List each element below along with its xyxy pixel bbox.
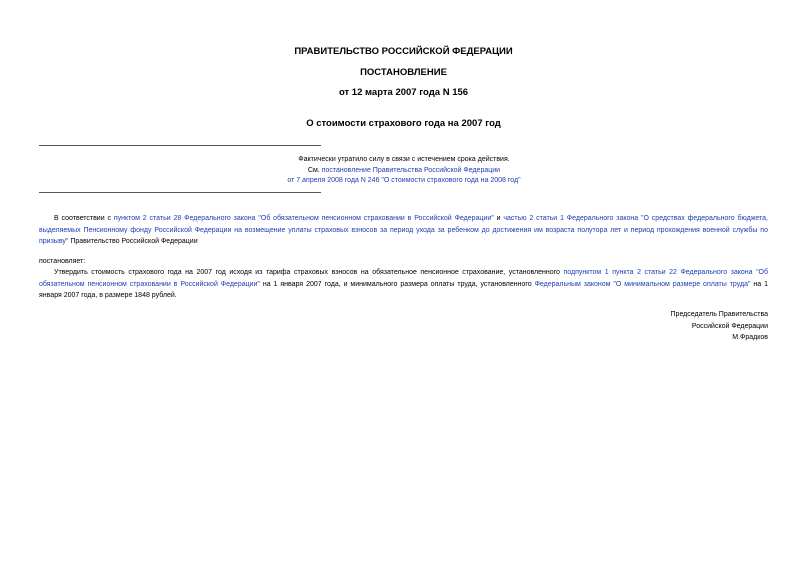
document-type: ПОСТАНОВЛЕНИЕ [360, 67, 447, 78]
signature-title: Председатель Правительства [670, 311, 768, 318]
law-pension-insurance-link[interactable]: пунктом 2 статьи 28 Федерального закона "Об обязательном пенсионном страховании в Российской Федерации" [113, 215, 494, 222]
resolution-2008-link-date[interactable]: от 7 апреля 2008 года N 246 "О стоимости страхового года на 2008 год" [287, 177, 521, 184]
main-text-1: Утвердить стоимость страхового года на 2007 год исходя из тарифа страховых взносов на обязательное пенсионное страхование, установленного [54, 269, 564, 276]
notice-see-prefix: См. [307, 166, 322, 174]
main-text-2: на 1 января 2007 года, и минимального размера оплаты труда, установленного [259, 280, 535, 288]
decrees-label: постановляет: [39, 258, 86, 265]
government-heading: ПРАВИТЕЛЬСТВО РОССИЙСКОЙ ФЕДЕРАЦИИ [294, 46, 513, 57]
document-date-number: от 12 марта 2007 года N 156 [338, 87, 469, 98]
notice-line-1: Фактически утратило силу в связи с истечением срока действия. [298, 156, 510, 163]
preamble-text-2: и [493, 215, 504, 222]
law-article-22-link[interactable]: подпунктом 1 пункта 2 статьи 22 Федерального закона "Об обязательном пенсионном страховании в Российской Федерации" [39, 269, 769, 288]
law-federal-budget-link[interactable]: частью 2 статьи 1 Федерального закона "О средствах федерального бюджета, выделяемых Пенсионному фонду Российской Федерации на возмещение уплаты страховых взносов за период ухода за ребенком до достижения им возраста полутора лет и период прохождения военной службы по призыву" [39, 215, 769, 245]
law-minimum-wage-link[interactable]: Федеральным законом "О минимальном размере оплаты труда" [534, 280, 751, 288]
preamble-paragraph [39, 213, 768, 248]
signature-block [671, 309, 768, 344]
document-title: О стоимости страхового года на 2007 год [306, 118, 501, 129]
signature-name: М.Фрадков [732, 334, 768, 341]
divider-bottom [39, 192, 321, 193]
main-text-3: на 1 января 2007 года, в размере 1848 рублей. [39, 280, 768, 299]
signature-org: Российской Федерации [691, 322, 768, 330]
notice-line-2 [220, 166, 588, 177]
main-paragraph [39, 267, 768, 302]
resolution-2008-link[interactable]: постановление Правительства Российской Федерации [321, 166, 501, 174]
preamble-text-1: В соответствии с [54, 215, 114, 222]
validity-notice [220, 155, 588, 187]
divider-top [39, 145, 321, 146]
preamble-text-3: Правительство Российской Федерации [68, 238, 198, 245]
